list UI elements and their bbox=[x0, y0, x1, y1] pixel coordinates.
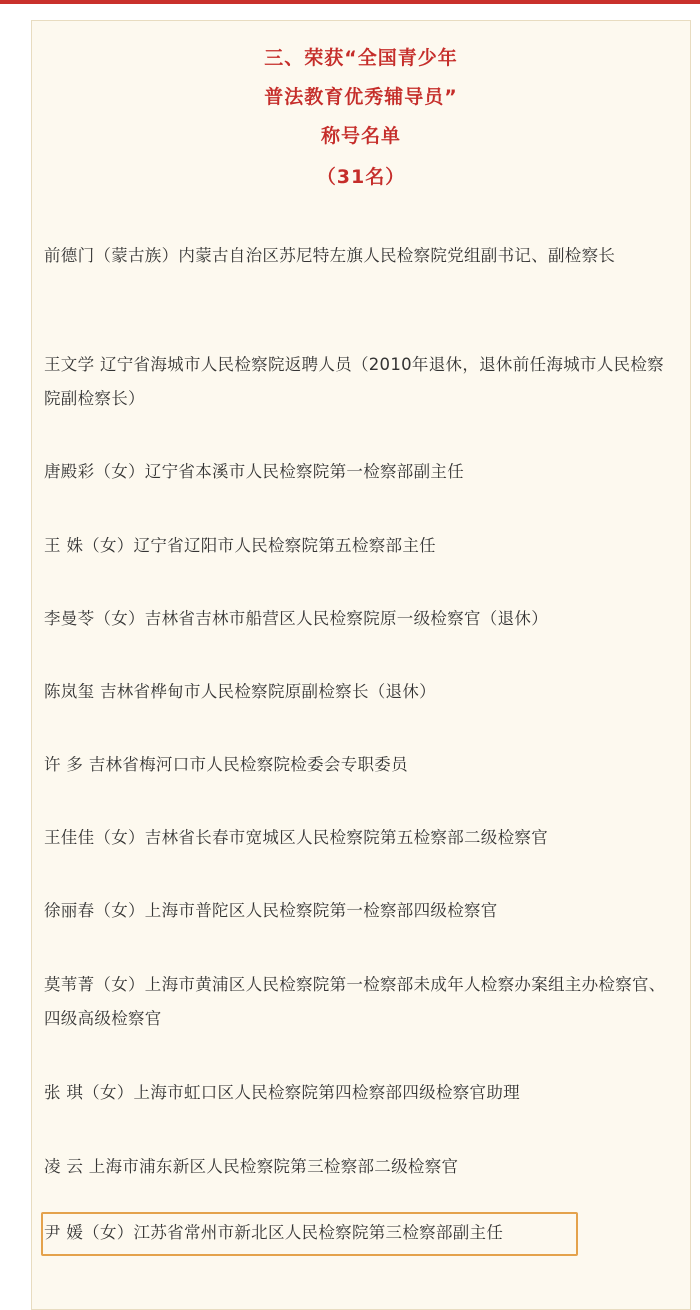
list-item: 许 多 吉林省梅河口市人民检察院检委会专职委员 bbox=[44, 755, 408, 774]
list-item-highlighted: 尹 媛（女）江苏省常州市新北区人民检察院第三检察部副主任 bbox=[44, 1223, 504, 1242]
title-line-3: 称号名单 bbox=[320, 125, 401, 147]
title-line-1: 三、荣获“全国青少年 bbox=[264, 47, 458, 69]
list-item: 王 姝（女）辽宁省辽阳市人民检察院第五检察部主任 bbox=[44, 536, 436, 555]
highlight-box bbox=[41, 1212, 578, 1256]
list-item: 徐丽春（女）上海市普陀区人民检察院第一检察部四级检察官 bbox=[44, 901, 498, 920]
list-item: 前德门（蒙古族）内蒙古自治区苏尼特左旗人民检察院党组副书记、副检察长 bbox=[44, 246, 616, 265]
list-item: 王佳佳（女）吉林省长春市宽城区人民检察院第五检察部二级检察官 bbox=[44, 828, 548, 847]
document-panel bbox=[31, 20, 691, 1310]
list-item: 李曼苓（女）吉林省吉林市船营区人民检察院原一级检察官（退休） bbox=[44, 609, 548, 628]
list-item: 王文学 辽宁省海城市人民检察院返聘人员（2010年退休，退休前任海城市人民检察院副检察长） bbox=[44, 355, 664, 408]
list-item: 陈岚玺 吉林省桦甸市人民检察院原副检察长（退休） bbox=[44, 682, 436, 701]
list-item: 张 琪（女）上海市虹口区人民检察院第四检察部四级检察官助理 bbox=[44, 1083, 520, 1102]
title-line-2: 普法教育优秀辅导员” bbox=[264, 86, 458, 108]
list-item: 莫苇菁（女）上海市黄浦区人民检察院第一检察部未成年人检察办案组主办检察官、四级高级检察官 bbox=[44, 975, 666, 1028]
list-item: 凌 云 上海市浦东新区人民检察院第三检察部二级检察官 bbox=[44, 1157, 459, 1176]
top-rule bbox=[0, 0, 700, 4]
list-item: 唐殿彩（女）辽宁省本溪市人民检察院第一检察部副主任 bbox=[44, 462, 464, 481]
title-count: （31名） bbox=[316, 166, 406, 188]
